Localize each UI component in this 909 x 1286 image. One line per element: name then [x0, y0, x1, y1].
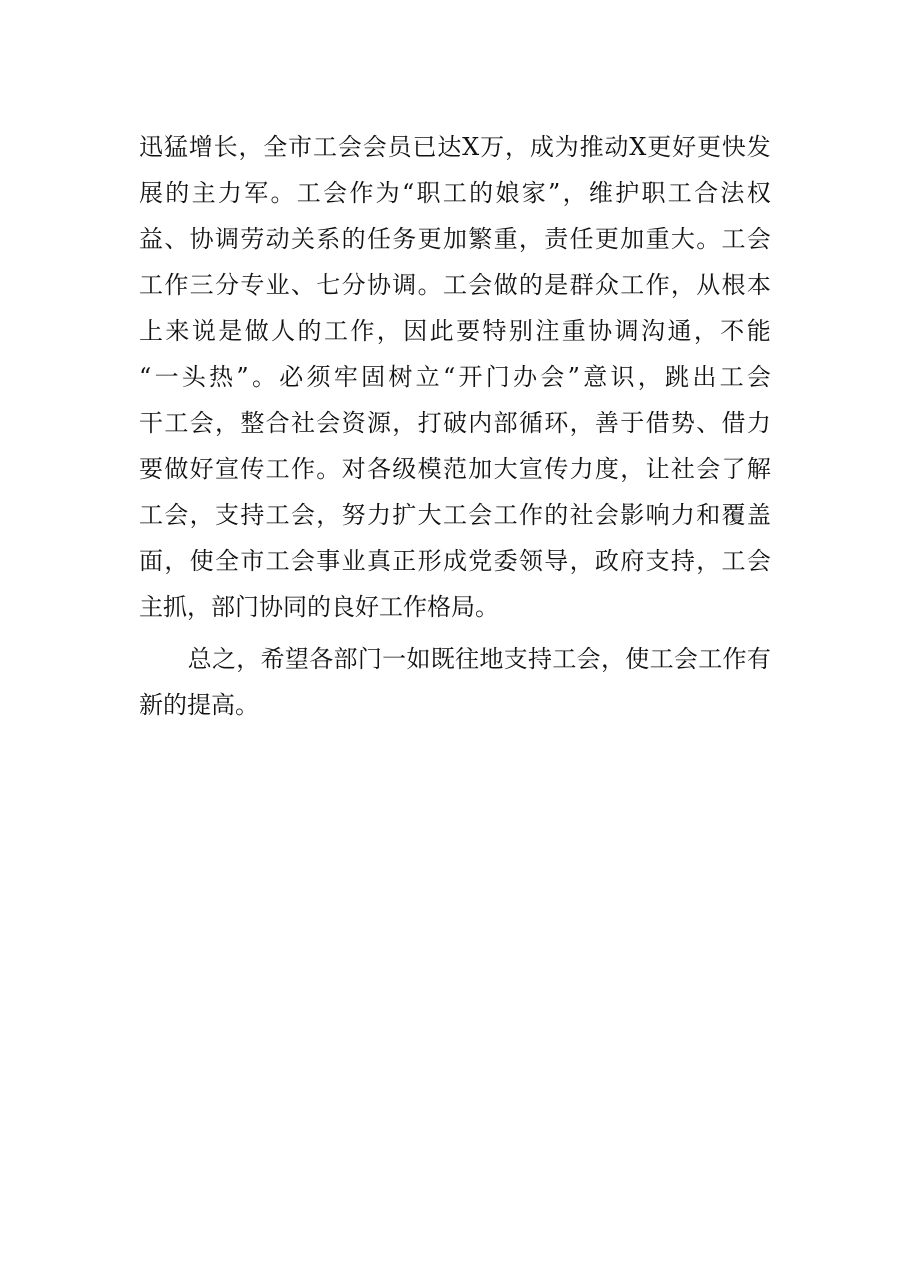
- text-char: 破: [442, 409, 467, 437]
- text-char: 群: [569, 271, 594, 299]
- text-char: 的: [469, 179, 494, 207]
- text-char: ，: [164, 547, 189, 575]
- text-char: 往: [455, 645, 480, 673]
- text-line: [139, 262, 771, 308]
- text-char: 动: [265, 225, 290, 253]
- text-char: 娘: [495, 179, 520, 207]
- text-char: 社: [290, 409, 315, 437]
- text-line: [139, 492, 771, 538]
- text-line: [139, 170, 771, 216]
- text-char: 各: [366, 455, 391, 483]
- text-char: 宣: [214, 455, 239, 483]
- text-char: ，: [376, 317, 401, 345]
- text-char: 既: [430, 645, 455, 673]
- text-char: 工: [719, 363, 744, 391]
- text-char: 合: [265, 409, 290, 437]
- text-char: 、: [164, 225, 189, 253]
- text-char: 作: [349, 179, 374, 207]
- text-char: 借: [721, 409, 746, 437]
- text-char: 不: [720, 317, 745, 345]
- text-line: 主抓，部门协同的良好工作格局。: [139, 593, 499, 621]
- text-line: [139, 446, 771, 492]
- text-char: 做: [493, 271, 518, 299]
- text-char: 说: [191, 317, 216, 345]
- text-char: 正: [392, 547, 417, 575]
- text-char: ，: [316, 501, 341, 529]
- text-char: 加: [620, 225, 645, 253]
- text-char: 让: [645, 455, 670, 483]
- text-char: 传: [240, 455, 265, 483]
- text-char: 的: [297, 317, 322, 345]
- text-char: 权: [746, 179, 771, 207]
- text-char: 会: [594, 501, 619, 529]
- text-char: 工: [265, 501, 290, 529]
- text-char: 会: [164, 501, 189, 529]
- text-char: 业: [265, 271, 290, 299]
- text-char: 真: [366, 547, 391, 575]
- text-char: 市: [240, 547, 265, 575]
- text-char: 总: [187, 645, 212, 673]
- text-char: 和: [696, 501, 721, 529]
- text-char: 从: [696, 271, 721, 299]
- text-char: 快: [721, 133, 746, 161]
- text-char: 干: [139, 409, 163, 437]
- text-char: 范: [442, 455, 467, 483]
- text-char: 做: [164, 455, 189, 483]
- text-char: 力: [670, 501, 695, 529]
- text-char: 内: [468, 409, 493, 437]
- text-char: 会: [468, 271, 493, 299]
- text-char: 作: [722, 645, 747, 673]
- text-char: 为: [375, 179, 400, 207]
- text-char: 循: [518, 409, 543, 437]
- text-char: 军: [244, 179, 269, 207]
- text-char: 为: [554, 133, 579, 161]
- text-char: 会: [189, 409, 214, 437]
- text-char: 影: [620, 501, 645, 529]
- text-char: 劳: [240, 225, 265, 253]
- text-char: ，: [696, 547, 721, 575]
- text-line: 新的提高。: [139, 691, 259, 719]
- text-char: 工: [698, 645, 723, 673]
- text-char: 更: [696, 133, 721, 161]
- text-char: 更: [647, 133, 672, 161]
- text-char: 好: [672, 133, 697, 161]
- text-char: [163, 636, 187, 682]
- text-char: 会: [290, 547, 315, 575]
- text-char: 别: [508, 317, 533, 345]
- text-char: 宣: [518, 455, 543, 483]
- text-char: 、: [696, 409, 721, 437]
- text-char: 会: [746, 225, 771, 253]
- text-char: 工: [649, 645, 674, 673]
- text-char: “: [401, 179, 415, 207]
- text-char: 一: [154, 363, 179, 391]
- text-char: 务: [392, 225, 417, 253]
- text-char: 职: [641, 179, 666, 207]
- text-char: 分: [214, 271, 239, 299]
- text-char: 成: [529, 133, 554, 161]
- text-char: 通: [667, 317, 692, 345]
- text-char: 门: [485, 363, 510, 391]
- text-char: 会: [468, 501, 493, 529]
- text-char: 努: [341, 501, 366, 529]
- text-char: 护: [615, 179, 640, 207]
- text-char: 特: [482, 317, 507, 345]
- text-char: ，: [504, 133, 529, 161]
- text-char: 支: [645, 547, 670, 575]
- text-char: 会: [746, 363, 771, 391]
- text-char: ，: [236, 645, 261, 673]
- text-char: 政: [594, 547, 619, 575]
- text-char: 好: [189, 455, 214, 483]
- text-char: 增: [188, 133, 213, 161]
- text-char: 调: [392, 271, 417, 299]
- text-char: 会: [673, 645, 698, 673]
- text-char: 达: [437, 133, 462, 161]
- body-text: [139, 124, 779, 728]
- text-char: 要: [139, 455, 163, 483]
- text-char: 的: [341, 225, 366, 253]
- text-char: 职: [416, 179, 441, 207]
- text-char: 合: [694, 179, 719, 207]
- text-char: ”: [236, 363, 249, 391]
- text-char: 出: [692, 363, 717, 391]
- text-char: ，: [392, 409, 417, 437]
- text-char: 会: [337, 133, 362, 161]
- text-char: 头: [181, 363, 206, 391]
- text-char: 。: [417, 271, 442, 299]
- text-char: ，: [214, 409, 239, 437]
- text-char: 树: [388, 363, 413, 391]
- text-char: 会: [316, 409, 341, 437]
- text-char: 于: [620, 409, 645, 437]
- text-char: ，: [189, 501, 214, 529]
- text-char: 工: [265, 547, 290, 575]
- text-char: 会: [290, 501, 315, 529]
- text-char: 主: [191, 179, 216, 207]
- text-char: 作: [350, 317, 375, 345]
- text-char: 工: [164, 409, 189, 437]
- text-char: 意: [583, 363, 608, 391]
- text-char: 门: [357, 645, 382, 673]
- text-char: 模: [417, 455, 442, 483]
- text-char: 持: [240, 501, 265, 529]
- text-char: 重: [561, 317, 586, 345]
- text-char: 工: [721, 225, 746, 253]
- text-char: 全: [263, 133, 288, 161]
- text-char: ，: [693, 317, 718, 345]
- text-char: 上: [139, 317, 163, 345]
- text-char: 识: [610, 363, 635, 391]
- text-char: ，: [569, 409, 594, 437]
- text-char: 已: [412, 133, 437, 161]
- text-char: 家: [521, 179, 546, 207]
- text-char: 势: [670, 409, 695, 437]
- text-char: 作: [645, 271, 670, 299]
- text-char: ，: [670, 271, 695, 299]
- text-char: 沟: [641, 317, 666, 345]
- text-char: 如: [406, 645, 431, 673]
- text-char: 部: [333, 645, 358, 673]
- text-char: 工: [313, 133, 338, 161]
- text-char: 能: [746, 317, 771, 345]
- text-char: 支: [503, 645, 528, 673]
- text-char: 此: [429, 317, 454, 345]
- paragraph-1: [139, 124, 779, 630]
- text-char: ，: [620, 455, 645, 483]
- text-char: 协: [366, 271, 391, 299]
- text-char: ，: [238, 133, 263, 161]
- text-char: “: [139, 363, 152, 391]
- text-char: 望: [284, 645, 309, 673]
- text-char: “: [442, 363, 456, 391]
- text-char: 须: [306, 363, 331, 391]
- text-char: 会: [576, 645, 601, 673]
- text-char: 任: [366, 225, 391, 253]
- text-char: 了: [721, 455, 746, 483]
- text-char: 扩: [392, 501, 417, 529]
- text-char: 工: [139, 501, 163, 529]
- paragraph-2: [139, 636, 779, 728]
- text-char: 工: [721, 547, 746, 575]
- text-char: 盖: [746, 501, 771, 529]
- text-char: 来: [165, 317, 190, 345]
- text-char: 长: [213, 133, 238, 161]
- text-char: 大: [417, 501, 442, 529]
- text-char: 更: [594, 225, 619, 253]
- text-char: 工: [296, 179, 321, 207]
- text-char: 工: [442, 179, 467, 207]
- text-char: 协: [189, 225, 214, 253]
- text-char: ，: [518, 225, 543, 253]
- text-char: 关: [290, 225, 315, 253]
- text-char: 对: [341, 455, 366, 483]
- text-char: 有: [746, 645, 771, 673]
- text-char: 法: [720, 179, 745, 207]
- text-line: [139, 354, 771, 400]
- text-char: ，: [562, 179, 587, 207]
- text-char: 繁: [468, 225, 493, 253]
- text-char: 工: [265, 455, 290, 483]
- text-char: 推: [579, 133, 604, 161]
- text-char: 必: [279, 363, 304, 391]
- text-char: 系: [316, 225, 341, 253]
- text-char: 加: [468, 455, 493, 483]
- text-char: 市: [288, 133, 313, 161]
- text-char: 源: [366, 409, 391, 437]
- text-line: [139, 308, 771, 354]
- text-char: 会: [362, 133, 387, 161]
- text-char: 工: [493, 501, 518, 529]
- text-char: [139, 636, 163, 682]
- text-char: 工: [552, 645, 577, 673]
- text-char: 工: [620, 271, 645, 299]
- text-line: [139, 216, 771, 262]
- text-char: 之: [211, 645, 236, 673]
- text-char: 牢: [333, 363, 358, 391]
- text-char: 环: [544, 409, 569, 437]
- text-char: 借: [645, 409, 670, 437]
- text-char: ，: [637, 363, 662, 391]
- text-char: 注: [535, 317, 560, 345]
- text-char: ，: [569, 547, 594, 575]
- text-char: 的: [165, 179, 190, 207]
- text-char: 的: [518, 271, 543, 299]
- text-char: 支: [214, 501, 239, 529]
- text-char: X: [462, 133, 480, 161]
- text-char: 导: [544, 547, 569, 575]
- text-char: 猛: [163, 133, 188, 161]
- text-char: 立: [415, 363, 440, 391]
- text-char: 众: [594, 271, 619, 299]
- text-char: 跳: [665, 363, 690, 391]
- text-char: 动: [604, 133, 629, 161]
- text-char: 办: [513, 363, 538, 391]
- text-char: 希: [260, 645, 285, 673]
- text-char: X: [629, 133, 647, 161]
- text-char: 七: [316, 271, 341, 299]
- text-char: 做: [244, 317, 269, 345]
- text-char: 力: [569, 455, 594, 483]
- text-char: 调: [614, 317, 639, 345]
- text-char: 会: [696, 455, 721, 483]
- text-char: 面: [139, 547, 163, 575]
- text-char: 领: [518, 547, 543, 575]
- text-char: 响: [645, 501, 670, 529]
- text-char: 分: [341, 271, 366, 299]
- text-char: 使: [625, 645, 650, 673]
- text-char: 力: [366, 501, 391, 529]
- text-char: 作: [290, 455, 315, 483]
- text-char: 。: [316, 455, 341, 483]
- text-char: 业: [341, 547, 366, 575]
- text-char: 会: [540, 363, 565, 391]
- text-char: 使: [189, 547, 214, 575]
- text-char: 大: [493, 455, 518, 483]
- text-char: 社: [670, 455, 695, 483]
- text-char: 全: [214, 547, 239, 575]
- text-char: 事: [316, 547, 341, 575]
- text-char: 大: [670, 225, 695, 253]
- text-char: 要: [456, 317, 481, 345]
- text-char: ”: [548, 179, 561, 207]
- text-char: 各: [309, 645, 334, 673]
- text-char: 重: [645, 225, 670, 253]
- text-char: 力: [746, 409, 771, 437]
- text-char: 党: [468, 547, 493, 575]
- text-char: 形: [417, 547, 442, 575]
- text-char: 万: [480, 133, 505, 161]
- text-char: 益: [139, 225, 163, 253]
- text-char: 协: [588, 317, 613, 345]
- text-char: 整: [240, 409, 265, 437]
- text-char: 工: [442, 501, 467, 529]
- text-char: 作: [518, 501, 543, 529]
- text-char: 热: [209, 363, 234, 391]
- text-char: 社: [569, 501, 594, 529]
- text-char: 维: [588, 179, 613, 207]
- text-char: 人: [271, 317, 296, 345]
- text-char: 工: [442, 271, 467, 299]
- text-char: 作: [164, 271, 189, 299]
- text-char: 调: [214, 225, 239, 253]
- text-char: 是: [544, 271, 569, 299]
- text-char: 。: [270, 179, 295, 207]
- text-char: 成: [442, 547, 467, 575]
- text-char: 解: [746, 455, 771, 483]
- text-char: 员: [387, 133, 412, 161]
- text-char: 打: [417, 409, 442, 437]
- text-line: [139, 636, 771, 682]
- text-char: ”: [567, 363, 580, 391]
- text-char: 会: [323, 179, 348, 207]
- text-char: 三: [189, 271, 214, 299]
- text-char: 因: [403, 317, 428, 345]
- text-char: 工: [139, 271, 163, 299]
- text-char: 迅: [139, 133, 163, 161]
- text-char: 。: [696, 225, 721, 253]
- text-char: 根: [721, 271, 746, 299]
- text-char: 发: [746, 133, 771, 161]
- text-char: 府: [620, 547, 645, 575]
- text-char: 本: [746, 271, 771, 299]
- text-char: ，: [600, 645, 625, 673]
- text-char: 传: [544, 455, 569, 483]
- text-char: 持: [670, 547, 695, 575]
- text-char: 资: [341, 409, 366, 437]
- text-char: 的: [544, 501, 569, 529]
- text-char: 责: [544, 225, 569, 253]
- text-char: 重: [493, 225, 518, 253]
- text-char: 工: [667, 179, 692, 207]
- text-char: 一: [382, 645, 407, 673]
- text-char: 展: [139, 179, 163, 207]
- text-char: 、: [290, 271, 315, 299]
- text-char: 专: [240, 271, 265, 299]
- text-char: 加: [442, 225, 467, 253]
- text-char: 地: [479, 645, 504, 673]
- text-char: 是: [218, 317, 243, 345]
- text-char: 度: [594, 455, 619, 483]
- text-char: 更: [417, 225, 442, 253]
- text-line: [139, 538, 771, 584]
- text-char: 会: [746, 547, 771, 575]
- text-char: 固: [361, 363, 386, 391]
- text-char: 覆: [721, 501, 746, 529]
- text-char: 。: [251, 363, 276, 391]
- text-line: [139, 124, 771, 170]
- text-char: 善: [594, 409, 619, 437]
- text-char: 级: [392, 455, 417, 483]
- text-line: [139, 400, 771, 446]
- text-char: 力: [217, 179, 242, 207]
- text-char: 委: [493, 547, 518, 575]
- text-char: 工: [323, 317, 348, 345]
- text-char: 持: [528, 645, 552, 673]
- text-char: 任: [569, 225, 594, 253]
- text-char: 开: [458, 363, 483, 391]
- text-char: 部: [493, 409, 518, 437]
